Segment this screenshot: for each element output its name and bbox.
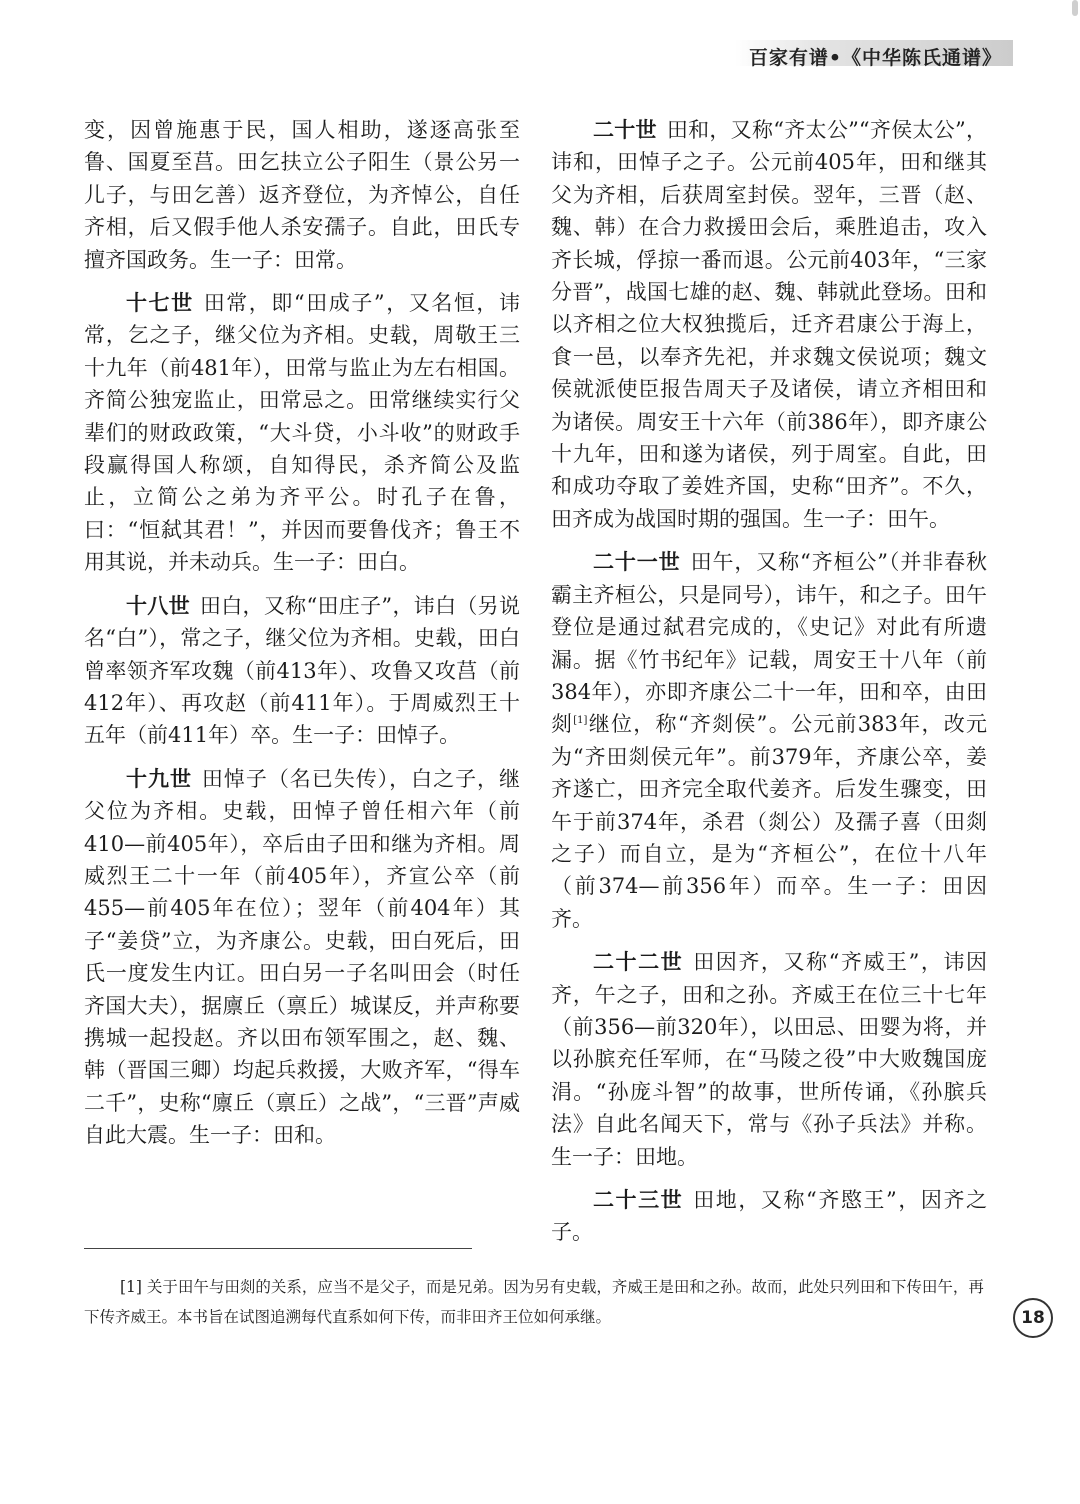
paragraph-text: 变，因曾施惠于民，国人相助，遂逐高张至鲁、国夏至莒。田乞扶立公子阳生（景公另一儿子，与田乞善）返齐登位，为齐悼公，自任齐相，后又假手他人杀安孺子。自此，田氏专擅齐国政务。生一子：田常。 xyxy=(84,118,520,272)
paragraph-gen-21 xyxy=(551,546,987,935)
paragraph-gen-17 xyxy=(84,287,520,579)
right-column xyxy=(551,114,987,1260)
footnote-marker[interactable]: [1] xyxy=(573,715,588,727)
generation-label: 二十二世 xyxy=(593,949,684,975)
footnote: [1] 关于田午与田剡的关系，应当不是父子，而是兄弟。因为另有史载，齐威王是田和之孙。故而，此处只列田和下传田午，再下传齐威王。本书旨在试图追溯每代直系如何下传，而非田齐王位如何承继。 xyxy=(84,1278,984,1326)
paragraph-text: 田地，又称“齐愍王”，因齐之子。 xyxy=(551,1188,987,1245)
paragraph-text: 田午，又称“齐桓公”（并非春秋霸主齐桓公，只是同号），讳午，和之子。田午登位是通过弑君完成的，《史记》对此有所遗漏。据《竹书纪年》记载，周安王十八年（前384年），亦即齐康公二十一年，田和卒，由田剡 xyxy=(551,550,987,737)
paragraph-text: 田和，又称“齐太公”“齐侯太公”，讳和，田悼子之子。公元前405年，田和继其父为齐相，后获周室封侯。翌年，三晋（赵、魏、韩）在合力救援田会后，乘胜追击，攻入齐长城，俘掠一番而退。公元前403年，“三家分晋”，战国七雄的赵、魏、韩就此登场。田和以齐相之位大权独揽后，迁齐君康公于海上，食一邑，以奉齐先祀，并求魏文侯说项；魏文侯就派使臣报告周天子及诸侯，请立齐相田和为诸侯。周安王十六年（前386年），即齐康公十九年，田和遂为诸侯，列于周室。自此，田和成功夺取了姜姓齐国，史称“田齐”。不久，田齐成为战国时期的强国。生一子：田午。 xyxy=(551,118,987,531)
running-header: 百家有谱•《中华陈氏通谱》 xyxy=(748,47,1002,69)
paragraph-continuation xyxy=(84,114,520,276)
generation-label: 十七世 xyxy=(126,290,194,316)
paragraph-text: 继位，称“齐剡侯”。公元前383年，改元为“齐田剡侯元年”。前379年，齐康公卒，姜齐遂亡，田齐完全取代姜齐。后发生骤变，田午于前374年，杀君（剡公）及孺子喜（田剡之子）而自立，是为“齐桓公”，在位十八年（前374—前356年）而卒。生一子：田因齐。 xyxy=(551,712,987,931)
paragraph-text: 田因齐，又称“齐威王”，讳因齐，午之子，田和之孙。齐威王在位三十七年（前356—前320年），以田忌、田婴为将，并以孙膑充任军师，在“马陵之役”中大败魏国庞涓。“孙庞斗智”的故事，世所传诵，《孙膑兵法》自此名闻天下，常与《孙子兵法》并称。生一子：田地。 xyxy=(551,950,987,1169)
paragraph-gen-19 xyxy=(84,763,520,1152)
paragraph-text: 田白，又称“田庄子”，讳白（另说名“白”），常之子，继父位为齐相。史载，田白曾率领齐军攻魏（前413年）、攻鲁又攻莒（前412年）、再攻赵（前411年）。于周威烈王十五年（前411年）卒。生一子：田悼子。 xyxy=(84,593,520,748)
footnote-divider xyxy=(84,1248,472,1249)
generation-label: 二十世 xyxy=(593,117,657,142)
page-number: 18 xyxy=(1013,1298,1053,1338)
paragraph-text: 田悼子（名已失传），白之子，继父位为齐相。史载，田悼子曾任相六年（前410—前405年），卒后由子田和继为齐相。周威烈王二十一年（前405年），齐宣公卒（前455—前405年在位）；翌年（前404年）其子“姜贷”立，为齐康公。史载，田白死后，田氏一度发生内讧。田白另一子名叫田会（时任齐国大夫），据廪丘（禀丘）城谋反，并声称要携城一起投赵。齐以田布领军围之，赵、魏、韩（晋国三卿）均起兵救援，大败齐军，“得车二千”，史称“廪丘（禀丘）之战”，“三晋”声威自此大震。生一子：田和。 xyxy=(84,766,521,1148)
paragraph-gen-22 xyxy=(551,946,987,1173)
scrollbar-thumb[interactable] xyxy=(1072,0,1078,16)
paragraph-gen-20 xyxy=(551,114,987,535)
generation-label: 二十一世 xyxy=(593,549,681,575)
generation-label: 十八世 xyxy=(126,592,190,618)
paragraph-gen-18 xyxy=(84,590,520,752)
paragraph-gen-23 xyxy=(551,1184,987,1249)
generation-label: 二十三世 xyxy=(593,1187,684,1212)
paragraph-text: 田常，即“田成子”，又名恒，讳常，乞之子，继父位为齐相。史载，周敬王三十九年（前481年），田常与监止为左右相国。齐简公独宠监止，田常忌之。田常继续实行父辈们的财政政策，“大斗贷，小斗收”的财政手段赢得国人称颂，自知得民，杀齐简公及监止，立简公之弟为齐平公。时孔子在鲁，曰：“恒弑其君！”，并因而要鲁伐齐；鲁王不用其说，并未动兵。生一子：田白。 xyxy=(84,291,520,575)
left-column xyxy=(84,114,520,1163)
generation-label: 十九世 xyxy=(126,765,192,791)
